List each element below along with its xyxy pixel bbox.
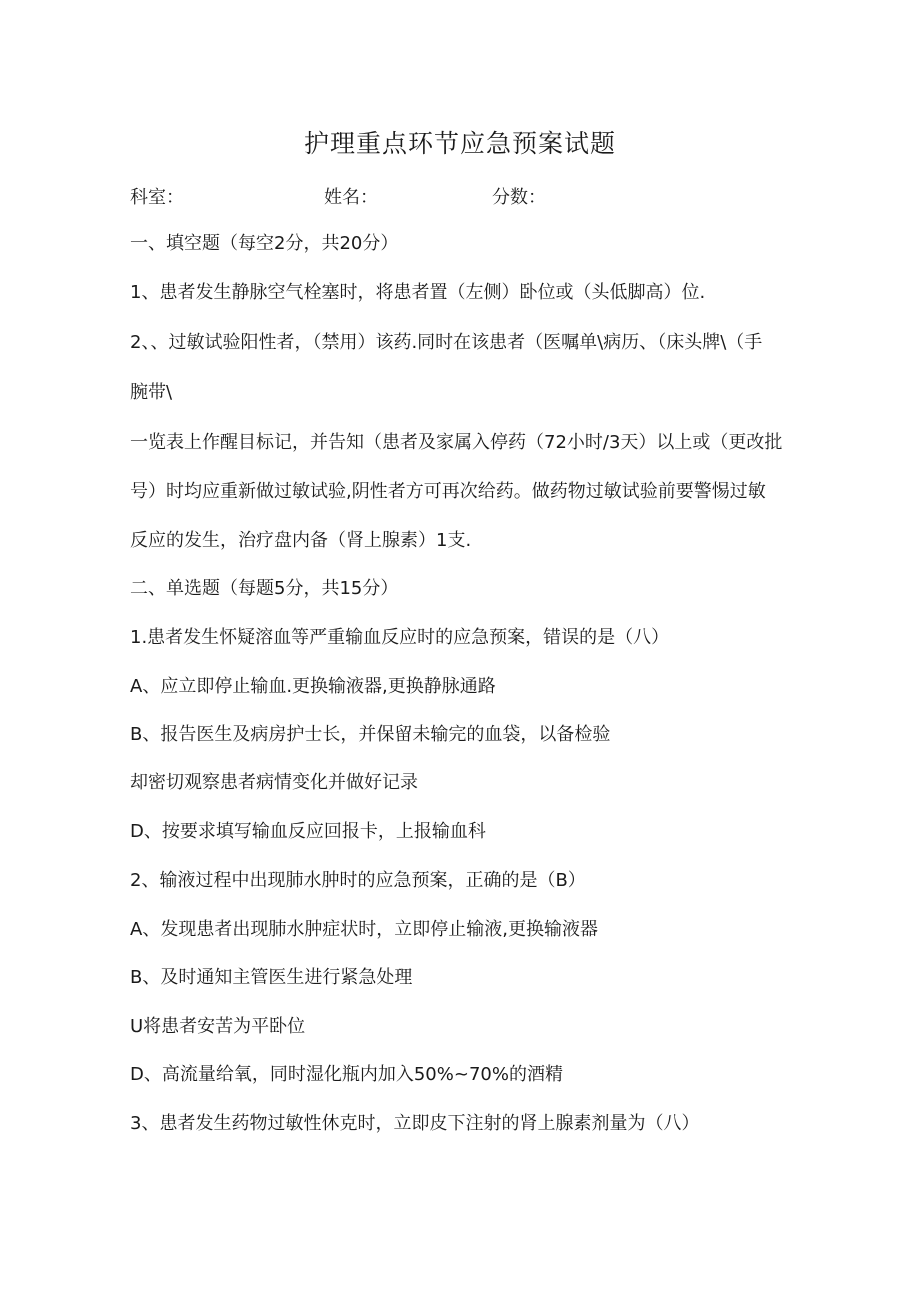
choice-question-2-option-d: D、高流量给氧，同时湿化瓶内加入50%~70%的酒精 [130, 1064, 563, 1085]
fill-blank-question-2-line-4: 号）时均应重新做过敏试验,阴性者方可再次给药。做药物过敏试验前要警惕过敏 [130, 481, 766, 502]
fill-blank-question-2-line-1: 2、、过敏试验阳性者，（禁用）该药.同时在该患者（医嘱单\病历、（床头牌\（手 [130, 332, 763, 353]
choice-question-3: 3、患者发生药物过敏性休克时，立即皮下注射的肾上腺素剂量为（八） [130, 1113, 700, 1134]
choice-question-1-option-c: 却密切观察患者病情变化并做好记录 [130, 772, 418, 793]
choice-question-1: 1.患者发生怀疑溶血等严重输血反应时的应急预案，错误的是（八） [130, 627, 670, 648]
fill-blank-question-1: 1、患者发生静脉空气栓塞时，将患者置（左侧）卧位或（头低脚高）位. [130, 282, 706, 303]
choice-question-2: 2、输液过程中出现肺水肿时的应急预案，正确的是（B） [130, 870, 586, 891]
choice-question-2-option-a: A、发现患者出现肺水肿症状时，立即停止输液,更换输液器 [130, 919, 599, 940]
fill-blank-question-2-line-2: 腕带\ [130, 382, 173, 403]
fill-blank-question-2-line-5: 反应的发生，治疗盘内备（肾上腺素）1支. [130, 530, 472, 551]
fill-blank-question-2-line-3: 一览表上作醒目标记，并告知（患者及家属入停药（72小时/3天）以上或（更改批 [130, 432, 783, 453]
choice-question-1-option-d: D、按要求填写输血反应回报卡，上报输血科 [130, 821, 486, 842]
score-label: 分数： [492, 187, 546, 208]
choice-question-1-option-a: A、应立即停止输血.更换输液器,更换静脉通路 [130, 676, 496, 697]
department-label: 科室： [130, 187, 184, 208]
section-fill-blank-heading: 一、填空题（每空2分，共20分） [130, 233, 399, 254]
section-single-choice-heading: 二、单选题（每题5分，共15分） [130, 578, 399, 599]
choice-question-1-option-b: B、报告医生及病房护士长，并保留未输完的血袋，以备检验 [130, 724, 611, 745]
choice-question-2-option-b: B、及时通知主管医生进行紧急处理 [130, 967, 413, 988]
name-label: 姓名： [324, 187, 378, 208]
choice-question-2-option-c: U将患者安苦为平卧位 [130, 1016, 306, 1037]
page-title: 护理重点环节应急预案试题 [303, 129, 616, 158]
